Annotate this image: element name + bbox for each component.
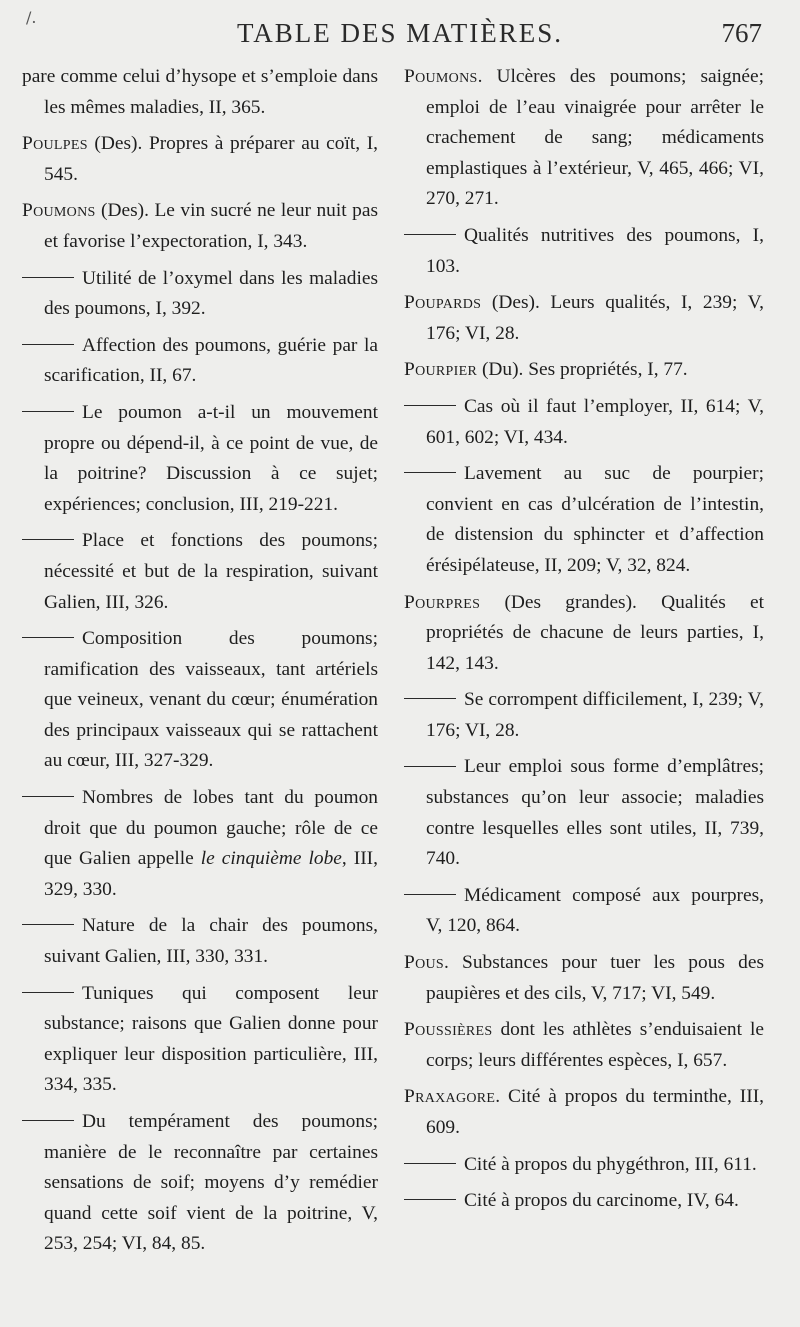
- entry-text: Qualités nutritives des poumons, I, 103.: [426, 224, 764, 277]
- repeat-dash: [404, 234, 456, 235]
- index-entry: [22, 624, 378, 777]
- entry-text: Le poumon a-t-il un mouvement propre ou dépend-il, à ce point de vue, de la poitrine? Discussion à ce sujet; expériences; conclusion, III, 219-221.: [44, 401, 378, 515]
- index-entry: [22, 1107, 378, 1260]
- entry-headword: Poumons: [22, 200, 96, 222]
- repeat-dash: [22, 411, 74, 412]
- index-entry: [22, 783, 378, 905]
- index-entry: [404, 685, 764, 746]
- page-number: 767: [721, 18, 762, 48]
- index-entry: [22, 196, 378, 257]
- right-column: [404, 62, 764, 1223]
- index-entry: [404, 881, 764, 942]
- entry-text: . Cité à propos du terminthe, III, 609.: [426, 1086, 764, 1138]
- index-entry: [22, 129, 378, 190]
- repeat-dash: [22, 1120, 74, 1121]
- entry-text: Nombres de lobes tant du poumon droit que du poumon gauche; rôle de ce que Galien appelle: [44, 787, 378, 870]
- entry-text-after: , III, 329, 330.: [44, 848, 378, 900]
- repeat-dash: [22, 344, 74, 345]
- repeat-dash: [22, 539, 74, 540]
- index-entry: [404, 355, 764, 386]
- entry-text: (Des grandes). Qualités et propriétés de chacune de leurs parties, I, 142, 143.: [426, 591, 764, 674]
- entry-text: . Substances pour tuer les pous des paupières et des cils, V, 717; VI, 549.: [426, 952, 764, 1004]
- entry-text: (Des). Leurs qualités, I, 239; V, 176; VI, 28.: [426, 292, 764, 344]
- index-entry: [22, 911, 378, 972]
- entry-text: Se corrompent difficilement, I, 239; V, 176; VI, 28.: [426, 689, 764, 741]
- index-entry: [404, 288, 764, 349]
- repeat-dash: [404, 766, 456, 767]
- entry-text: (Des). Propres à préparer au coït, I, 545.: [44, 133, 378, 185]
- entry-text: Cas où il faut l’employer, II, 614; V, 601, 602; VI, 434.: [426, 395, 764, 448]
- index-entry: [404, 62, 764, 215]
- entry-text: Médicament composé aux pourpres, V, 120, 864.: [426, 884, 764, 937]
- entry-headword: Praxagore: [404, 1086, 496, 1108]
- index-entry: [404, 459, 764, 581]
- entry-headword: Poulpes: [22, 133, 88, 155]
- repeat-dash: [404, 405, 456, 406]
- entry-text: Tuniques qui composent leur substance; raisons que Galien donne pour expliquer leur disposition particulière, III, 334, 335.: [44, 982, 378, 1096]
- entry-text: Place et fonctions des poumons; nécessité et but de la respiration, suivant Galien, III, 326.: [44, 530, 378, 613]
- repeat-dash: [404, 472, 456, 473]
- repeat-dash: [404, 894, 456, 895]
- repeat-dash: [404, 1163, 456, 1164]
- entry-text: Utilité de l’oxymel dans les maladies des poumons, I, 392.: [44, 267, 378, 320]
- entry-text: Composition des poumons; ramification des vaisseaux, tant artériels que veineux, venant du cœur; énumération des principaux vaisseaux qui se rattachent au cœur, III, 327-329.: [44, 628, 378, 772]
- entry-headword: Poumons: [404, 66, 478, 87]
- entry-text: pare comme celui d’hysope et s’emploie dans les mêmes maladies, II, 365.: [22, 66, 378, 118]
- index-entry: [404, 221, 764, 282]
- entry-text: Leur emploi sous forme d’emplâtres; substances qu’on leur associe; maladies contre lesquelles elles sont utiles, II, 739, 740.: [426, 756, 764, 870]
- entry-text: (Des). Le vin sucré ne leur nuit pas et favorise l’expectoration, I, 343.: [44, 200, 378, 252]
- entry-headword: Poupards: [404, 292, 482, 314]
- entry-text: . Ulcères des poumons; saignée; emploi de l’eau vinaigrée pour arrêter le crachement de sang; médicaments emplastiques à l’extérieur, V, 465, 466; VI, 270, 271.: [426, 66, 764, 210]
- entry-text: Affection des poumons, guérie par la scarification, II, 67.: [44, 334, 378, 387]
- repeat-dash: [404, 698, 456, 699]
- entry-headword: Pourpier: [404, 359, 478, 381]
- repeat-dash: [22, 637, 74, 638]
- left-column: [22, 62, 378, 1266]
- repeat-dash: [22, 277, 74, 278]
- index-entry: [22, 526, 378, 618]
- entry-text: Cité à propos du phygéthron, III, 611.: [464, 1153, 757, 1175]
- index-entry: [404, 1082, 764, 1143]
- entry-headword: Pourpres: [404, 591, 481, 613]
- entry-italic-text: le cinquième lobe: [200, 848, 342, 870]
- index-entry: [404, 392, 764, 453]
- repeat-dash: [22, 796, 74, 797]
- entry-headword: Poussières: [404, 1019, 493, 1041]
- index-entry: [22, 62, 378, 123]
- entry-text: Du tempérament des poumons; manière de le reconnaître par certaines sensations de soif; moyens d’y remédier quand cette soif vient de la poitrine, V, 253, 254; VI, 84, 85.: [44, 1111, 378, 1255]
- repeat-dash: [22, 924, 74, 925]
- index-entry: [404, 588, 764, 680]
- index-entry: [404, 1186, 764, 1217]
- entry-text: Cité à propos du carcinome, IV, 64.: [464, 1190, 739, 1212]
- index-entry: [404, 948, 764, 1009]
- index-entry: [22, 264, 378, 325]
- entry-text: (Du). Ses propriétés, I, 77.: [477, 359, 688, 381]
- index-entry: [404, 1150, 764, 1181]
- repeat-dash: [22, 992, 74, 993]
- entry-text: Nature de la chair des poumons, suivant Galien, III, 330, 331.: [44, 915, 378, 968]
- index-entry: [22, 979, 378, 1101]
- index-entry: [404, 1015, 764, 1076]
- repeat-dash: [404, 1199, 456, 1200]
- entry-text: dont les athlètes s’enduisaient le corps; leurs différentes espèces, I, 657.: [426, 1019, 764, 1071]
- index-entry: [22, 331, 378, 392]
- index-entry: [404, 752, 764, 874]
- corner-mark: /.: [26, 8, 37, 27]
- entry-headword: Pous: [404, 952, 444, 974]
- index-entry: [22, 398, 378, 520]
- entry-text: Lavement au suc de pourpier; convient en cas d’ulcération de l’intestin, de distension du sphincter et d’affection érésipélateuse, II, 209; V, 32, 824.: [426, 463, 764, 576]
- running-title: TABLE DES MATIÈRES.: [236, 18, 564, 48]
